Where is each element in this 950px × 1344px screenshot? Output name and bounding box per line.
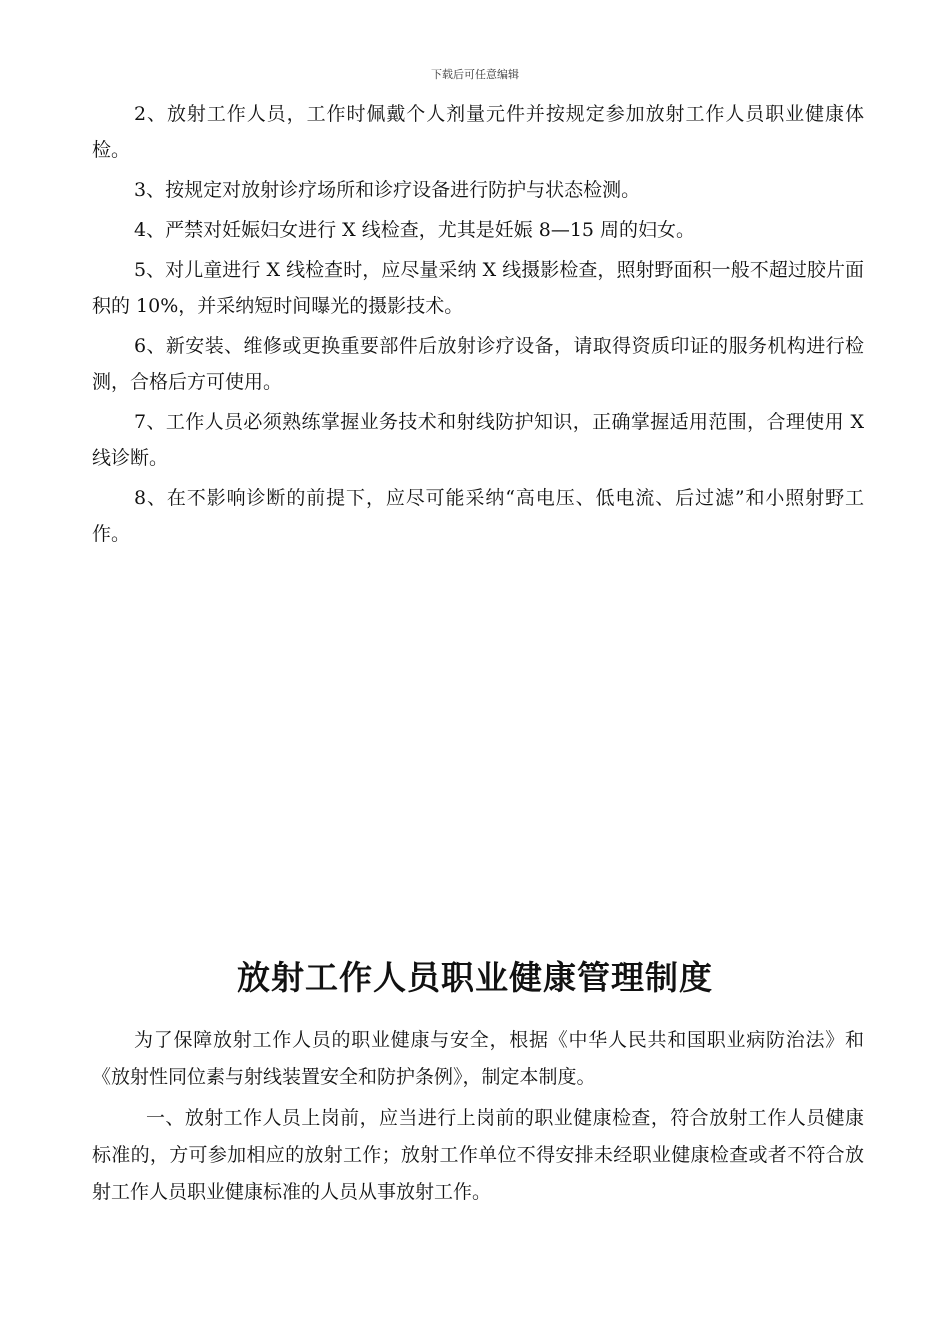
rule-item-7: 7、工作人员必须熟练掌握业务技术和射线防护知识，正确掌握适用范围，合理使用 X 线诊断。 <box>92 411 864 469</box>
rule-item-3: 3、按规定对放射诊疗场所和诊疗设备进行防护与状态检测。 <box>134 179 641 201</box>
rule-item-6: 6、新安装、维修或更换重要部件后放射诊疗设备，请取得资质印证的服务机构进行检测，合格后方可使用。 <box>92 335 864 393</box>
section-body <box>92 1022 864 1211</box>
section-intro: 为了保障放射工作人员的职业健康与安全，根据《中华人民共和国职业病防治法》和《放射性同位素与射线装置安全和防护条例》，制定本制度。 <box>92 1029 864 1088</box>
section-clause-1: 一、放射工作人员上岗前，应当进行上岗前的职业健康检查，符合放射工作人员健康标准的，方可参加相应的放射工作；放射工作单位不得安排未经职业健康检查或者不符合放射工作人员职业健康标准的人员从事放射工作。 <box>92 1107 864 1203</box>
header-note: 下载后可任意编辑 <box>431 68 519 81</box>
rule-item-5: 5、对儿童进行 X 线检查时，应尽量采纳 X 线摄影检查，照射野面积一般不超过胶片面积的 10%，并采纳短时间曝光的摄影技术。 <box>92 259 864 317</box>
rules-list <box>92 96 864 552</box>
rule-item-8: 8、在不影响诊断的前提下，应尽可能采纳“高电压、低电流、后过滤”和小照射野工作。 <box>92 487 864 545</box>
section-title: 放射工作人员职业健康管理制度 <box>237 958 713 997</box>
rule-item-2: 2、放射工作人员，工作时佩戴个人剂量元件并按规定参加放射工作人员职业健康体检。 <box>92 103 864 161</box>
rule-item-4: 4、严禁对妊娠妇女进行 X 线检查，尤其是妊娠 8—15 周的妇女。 <box>134 219 696 241</box>
